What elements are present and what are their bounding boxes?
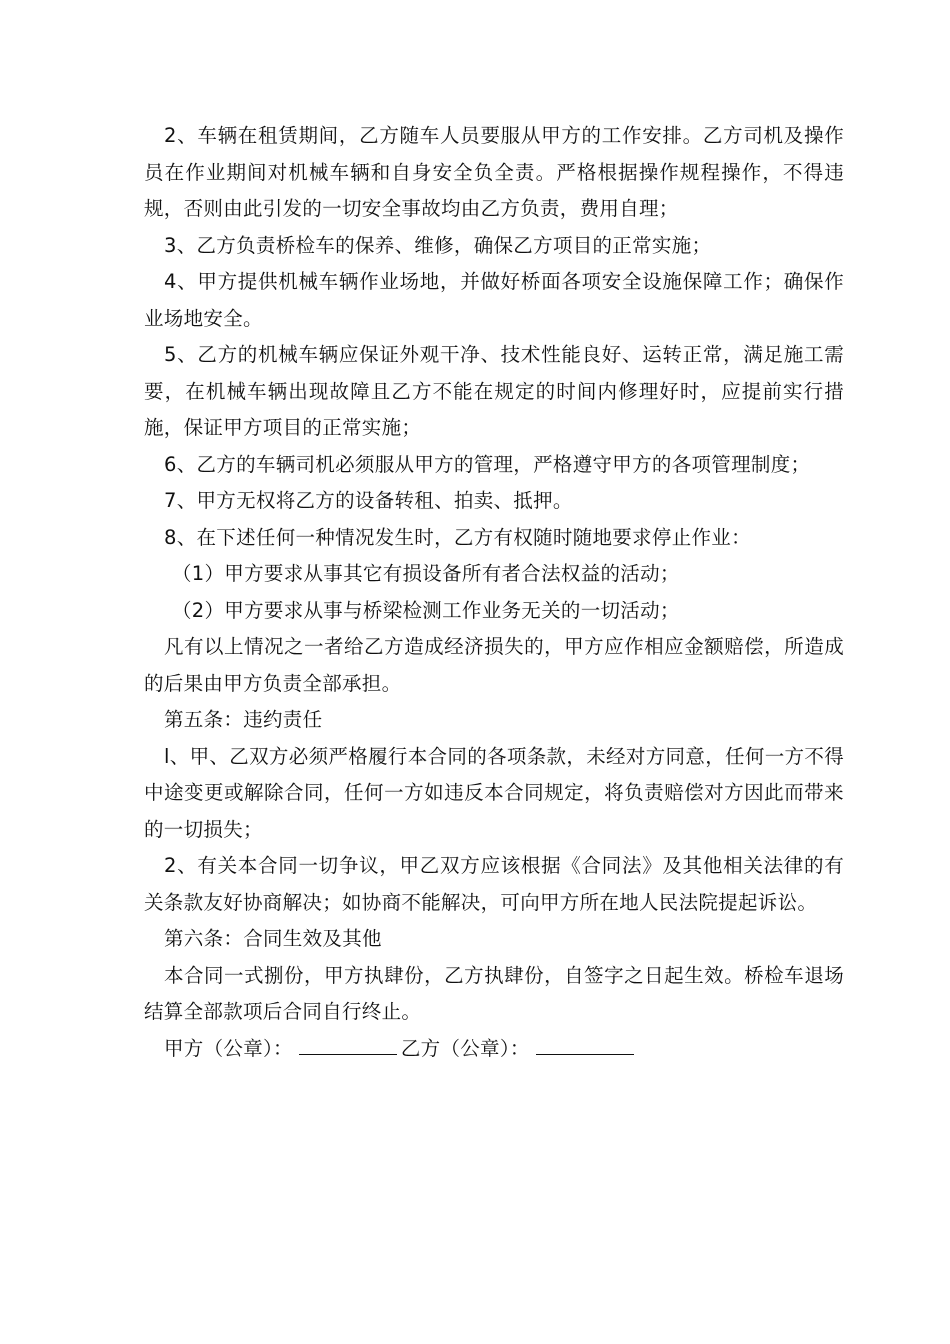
clause-4-item-6: 6、乙方的车辆司机必须服从甲方的管理，严格遵守甲方的各项管理制度； [164, 452, 811, 476]
clause-4-item-8-sub-1: （1）甲方要求从事其它有损设备所有者合法权益的活动； [172, 562, 680, 585]
signature-line [144, 1031, 844, 1068]
clause-6-text: 本合同一式捌份，甲方执肆份，乙方执肆份，自签字之日起生效。桥检车退场结算全部款项后合同自行终止。 [144, 963, 844, 1023]
clause-5-item-2: 2、有关本合同一切争议，甲乙双方应该根据《合同法》及其他相关法律的有关条款友好协商解决；如协商不能解决，可向甲方所在地人民法院提起诉讼。 [144, 854, 844, 914]
section-heading-article-6: 第六条：合同生效及其他 [164, 927, 382, 950]
clause-4-item-5: 5、乙方的机械车辆应保证外观干净、技术性能良好、运转正常，满足施工需要，在机械车辆出现故障且乙方不能在规定的时间内修理好时，应提前实行措施，保证甲方项目的正常实施； [144, 343, 844, 439]
party-a-signature-blank[interactable] [299, 1034, 397, 1055]
contract-body [144, 118, 844, 1067]
clause-4-item-2: 2、车辆在租赁期间，乙方随车人员要服从甲方的工作安排。乙方司机及操作员在作业期间对机械车辆和自身安全负全责。严格根据操作规程操作，不得违规，否则由此引发的一切安全事故均由乙方负责，费用自理； [144, 124, 844, 220]
clause-4-item-8-sub-2: （2）甲方要求从事与桥梁检测工作业务无关的一切活动； [172, 598, 680, 622]
clause-4-item-8: 8、在下述任何一种情况发生时，乙方有权随时随地要求停止作业： [164, 525, 751, 549]
party-b-label: 乙方（公章）： [400, 1036, 530, 1060]
clause-4-item-4: 4、甲方提供机械车辆作业场地，并做好桥面各项安全设施保障工作；确保作业场地安全。 [144, 270, 844, 330]
clause-4-compensation: 凡有以上情况之一者给乙方造成经济损失的，甲方应作相应金额赔偿，所造成的后果由甲方负责全部承担。 [144, 635, 844, 695]
party-a-label: 甲方（公章）： [164, 1036, 293, 1060]
clause-5-item-1: l、甲、乙双方必须严格履行本合同的各项条款，未经对方同意，任何一方不得中途变更或解除合同，任何一方如违反本合同规定，将负责赔偿对方因此而带来的一切损失； [144, 744, 844, 841]
party-b-signature-blank[interactable] [536, 1034, 634, 1055]
section-heading-article-5: 第五条：违约责任 [164, 708, 323, 731]
clause-4-item-7: 7、甲方无权将乙方的设备转租、拍卖、抵押。 [164, 489, 573, 512]
clause-4-item-3: 3、乙方负责桥检车的保养、维修，确保乙方项目的正常实施； [164, 233, 712, 257]
